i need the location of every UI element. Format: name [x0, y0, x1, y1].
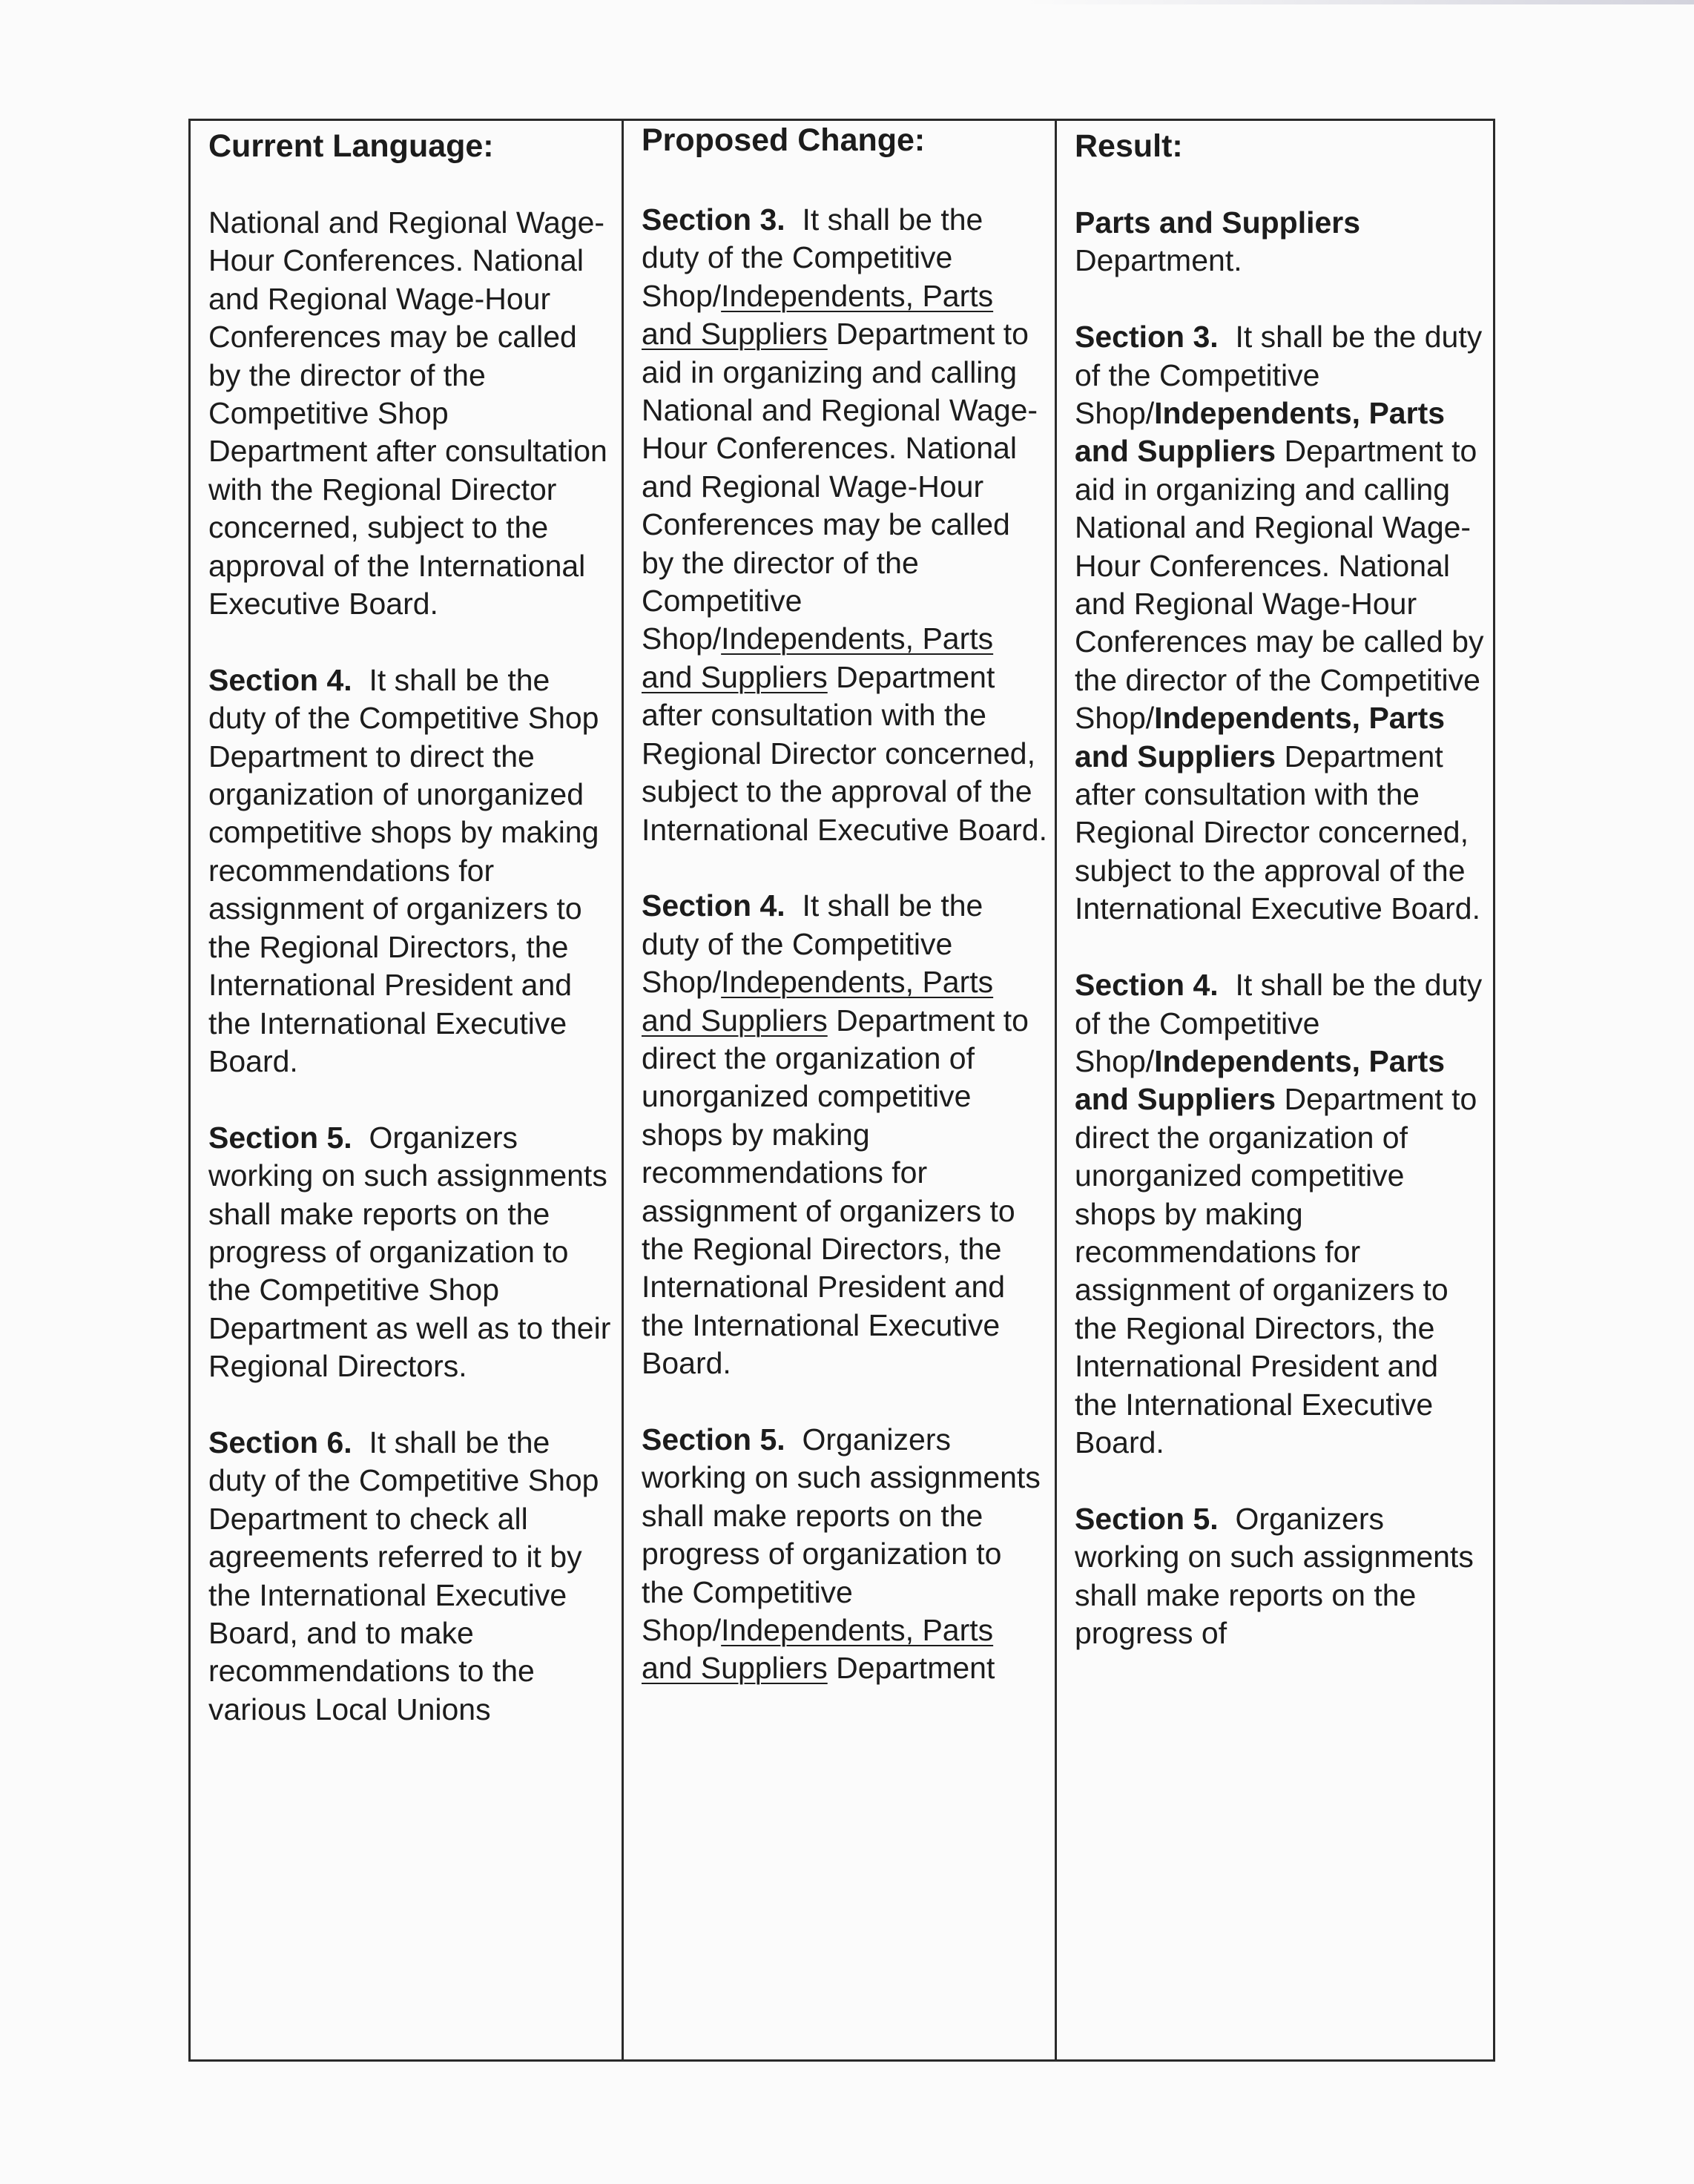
proposed-section-5-underlined: Independents, Parts and Suppliers [642, 1613, 994, 1686]
current-section-6-text: It shall be the duty of the Competitive Shop Department to check all agreements referred to it by the International Executive Board, and to make recommendations to the various Local Unions [208, 1425, 599, 1726]
result-section-3-bold-1: Independents, Parts and Suppliers [1075, 396, 1446, 469]
result-department-rest: Department. [1075, 243, 1242, 278]
proposed-section-5-label: Section 5. [642, 1422, 785, 1456]
current-language-body [208, 204, 622, 1729]
result-section-5-text-a: Organizers working on such assignments shall make reports on the progress of [1075, 1501, 1474, 1650]
result-column [1057, 121, 1493, 2059]
proposed-section-4-text-a: It shall be the duty of the Competitive Shop/ [642, 888, 983, 1000]
current-conferences-paragraph: National and Regional Wage-Hour Conferences. National and Regional Wage-Hour Conferences may be called by the director of the Competitive Shop Department after consultation with the Regional Director concerned, subject to the approval of the International Executive Board. [208, 205, 607, 621]
proposed-change-column [624, 121, 1057, 2059]
result-section-4-label: Section 4. [1075, 968, 1219, 1003]
proposed-section-5-text-b: Department [836, 1651, 995, 1686]
current-section-5-text: Organizers working on such assignments shall make reports on the progress of organization to the Competitive Shop Department as well as to their Regional Directors. [208, 1120, 611, 1384]
scan-edge-artifact [1026, 0, 1694, 4]
current-section-5 [208, 1119, 616, 1386]
result-section-4 [1075, 966, 1487, 1462]
proposed-section-4-label: Section 4. [642, 888, 785, 923]
result-header: Result: [1075, 128, 1183, 164]
result-section-3-label: Section 3. [1075, 320, 1219, 354]
result-section-5 [1075, 1500, 1487, 1653]
proposed-section-3-underlined-1: Independents, Parts and Suppliers [642, 278, 994, 352]
proposed-section-3-underlined-2: Independents, Parts and Suppliers [642, 621, 994, 694]
result-body [1075, 204, 1493, 1652]
proposed-section-4-underlined: Independents, Parts and Suppliers [642, 965, 994, 1037]
current-section-4 [208, 662, 616, 1081]
proposed-section-3-text-c: Department after consultation with the Regional Director concerned, subject to the approval of the International Executive Board. [642, 659, 1047, 847]
result-section-4-text-a: It shall be the duty of the Competitive Shop/ [1075, 968, 1483, 1078]
current-section-4-text: It shall be the duty of the Competitive Shop Department to direct the organization of unorganized competitive shops by making recommendations for assignment of organizers to the Regional Directors, the International President and the International Executive Board. [208, 662, 599, 1078]
current-section-5-label: Section 5. [208, 1120, 352, 1155]
proposed-change-body [642, 201, 1055, 1688]
result-section-4-text-b: Department to direct the organization of unorganized competitive shops by making recommendations for assignment of organizers to the Regional Directors, the International President and the International Executive Board. [1075, 1082, 1477, 1459]
comparison-table [188, 119, 1495, 2062]
proposed-section-5 [642, 1421, 1049, 1688]
proposed-section-3-text-b: Department to aid in organizing and calling National and Regional Wage-Hour Conferences. National and Regional Wage-Hour Conferences may be called by the director of the Competitive Shop/ [642, 317, 1038, 656]
proposed-section-5-text-a: Organizers working on such assignments shall make reports on the progress of organization to the Competitive Shop/ [642, 1422, 1041, 1647]
current-language-column [191, 121, 624, 2059]
proposed-change-header: Proposed Change: [642, 122, 926, 158]
result-section-3-bold-2: Independents, Parts and Suppliers [1075, 701, 1446, 773]
result-section-3-text-a: It shall be the duty of the Competitive Shop/ [1075, 320, 1483, 431]
proposed-section-3 [642, 201, 1049, 849]
result-section-3-text-b: Department to aid in organizing and calling National and Regional Wage-Hour Conferences. National and Regional Wage-Hour Conferences may be called by the director of the Competitive Shop/ [1075, 434, 1484, 736]
proposed-section-4 [642, 887, 1049, 1382]
current-section-4-label: Section 4. [208, 662, 352, 697]
result-section-5-label: Section 5. [1075, 1501, 1219, 1536]
result-section-3 [1075, 318, 1487, 928]
current-language-header: Current Language: [208, 128, 494, 164]
current-section-6 [208, 1424, 616, 1729]
result-section-3-text-c: Department after consultation with the Regional Director concerned, subject to the approval of the International Executive Board. [1075, 739, 1480, 926]
result-department-title [1075, 204, 1487, 280]
result-section-4-bold: Independents, Parts and Suppliers [1075, 1043, 1446, 1117]
proposed-section-4-text-b: Department to direct the organization of unorganized competitive shops by making recommendations for assignment of organizers to the Regional Directors, the International President and the International Executive Board. [642, 1003, 1029, 1381]
proposed-section-3-text-a: It shall be the duty of the Competitive Shop/ [642, 202, 983, 313]
proposed-section-3-label: Section 3. [642, 202, 785, 237]
result-department-bold: Parts and Suppliers [1075, 205, 1361, 240]
current-section-6-label: Section 6. [208, 1425, 352, 1459]
